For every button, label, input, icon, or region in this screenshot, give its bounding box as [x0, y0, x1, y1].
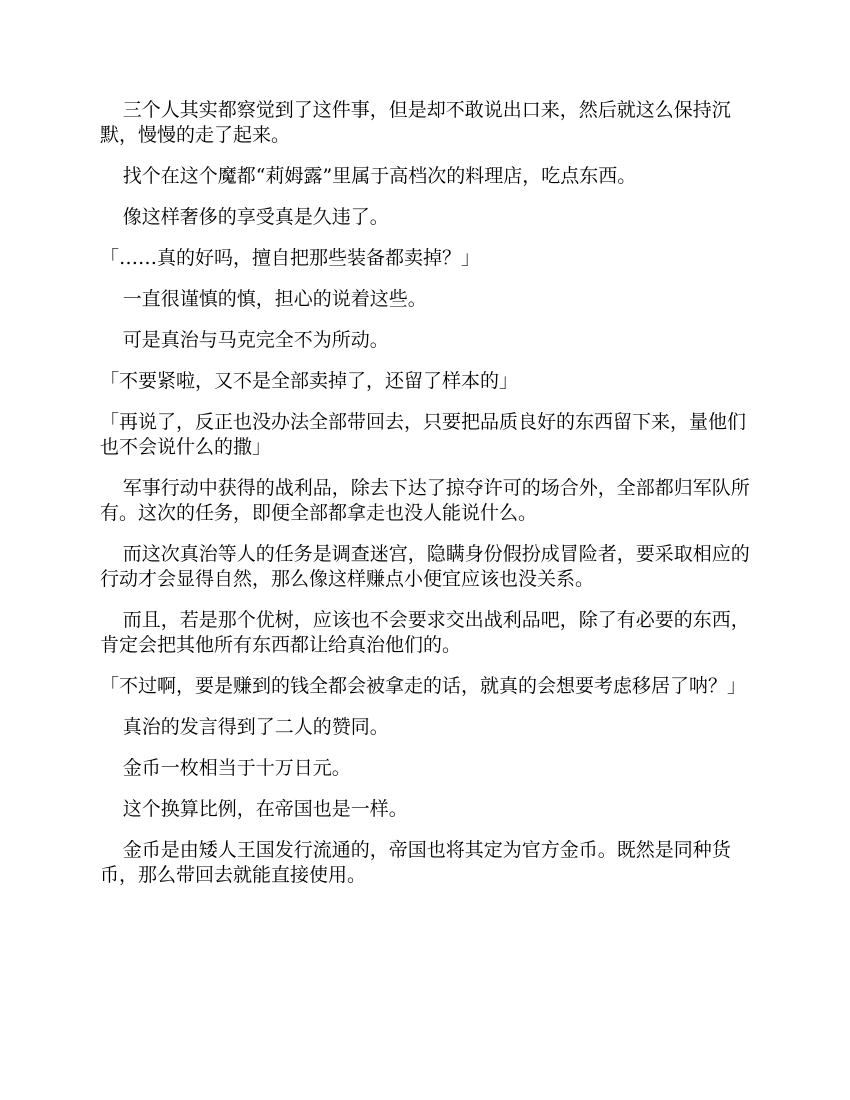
paragraph: 而这次真治等人的任务是调查迷宫，隐瞒身份假扮成冒险者，要采取相应的行动才会显得自然，那么像这样赚点小便宜应该也没关系。 — [100, 543, 750, 590]
body-text — [100, 98, 750, 904]
paragraph: 真治的发言得到了二人的赞同。 — [122, 716, 389, 738]
paragraph: 三个人其实都察觉到了这件事，但是却不敢说出口来，然后就这么保持沉默，慢慢的走了起来。 — [100, 99, 731, 146]
paragraph: 像这样奢侈的享受真是久违了。 — [122, 206, 389, 228]
paragraph: 金币一枚相当于十万日元。 — [122, 757, 351, 779]
paragraph: 找个在这个魔都“莉姆露”里属于高档次的料理店，吃点东西。 — [122, 165, 637, 187]
paragraph: 金币是由矮人王国发行流通的，帝国也将其定为官方金币。既然是同种货币，那么带回去就能直接使用。 — [100, 839, 731, 886]
dialogue-line: 「不过啊，要是赚到的钱全都会被拿走的话，就真的会想要考虑移居了呐？」 — [100, 675, 747, 697]
paragraph: 而且，若是那个优树，应该也不会要求交出战利品吧，除了有必要的东西，肯定会把其他所有东西都让给真治他们的。 — [100, 609, 750, 656]
dialogue-line: 「不要紧啦，又不是全部卖掉了，还留了样本的」 — [100, 370, 519, 392]
dialogue-line: 「再说了，反正也没办法全部带回去，只要把品质良好的东西留下来，量他们也不会说什么的撒」 — [100, 411, 747, 458]
dialogue-line: 「……真的好吗，擅自把那些装备都卖掉？」 — [100, 247, 481, 269]
paragraph: 一直很谨慎的慎，担心的说着这些。 — [122, 288, 427, 310]
paragraph: 军事行动中获得的战利品，除去下达了掠夺许可的场合外，全部都归军队所有。这次的任务，即便全部都拿走也没人能说什么。 — [100, 477, 750, 524]
paragraph: 可是真治与马克完全不为所动。 — [122, 329, 389, 351]
paragraph: 这个换算比例，在帝国也是一样。 — [122, 798, 408, 820]
